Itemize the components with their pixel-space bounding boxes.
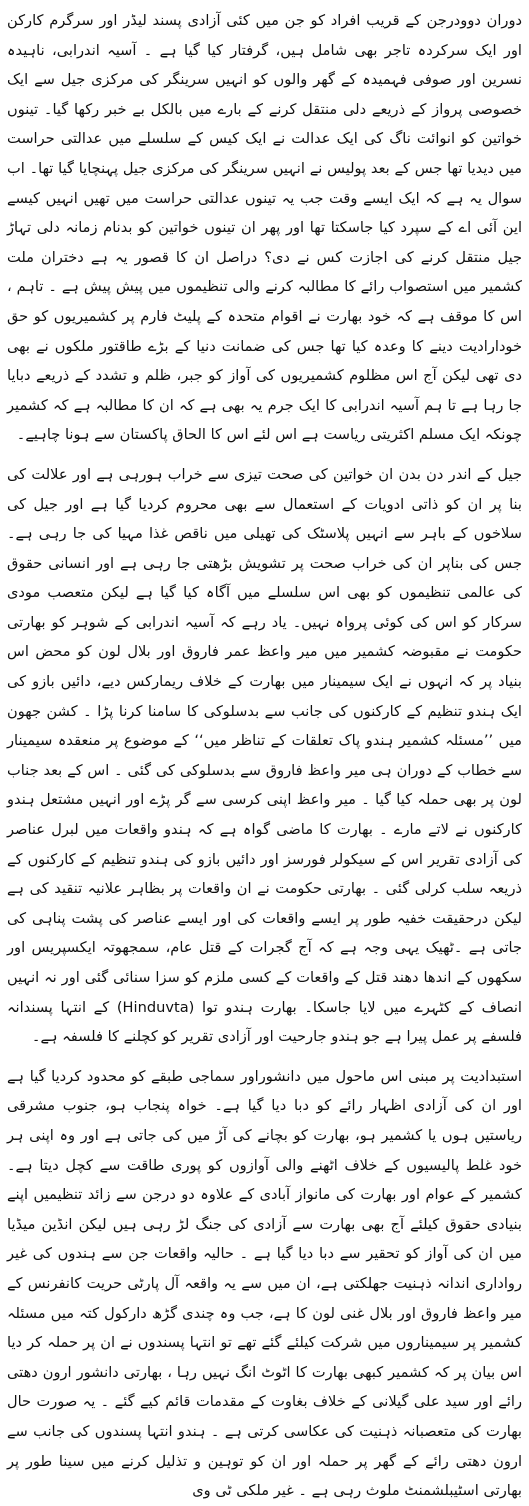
article-paragraph-3: استبدادیت پر مبنی اس ماحول میں دانشوراور سماجی طبقے کو محدود کردیا گیا ہے اور ان کی آزادی اظہار رائے کو دبا دیا گیا ہے۔ خواہ پنجاب ہو، جنوب مشرقی ریاستیں ہوں یا کشمیر ہو، بھارت کو بچانے کی آڑ میں کی جاتی ہے اور وہ اپنی ہر خود غلط پالیسیوں کے خلاف اٹھنے والی آوازوں کو پوری طاقت سے کچل دیتا ہے۔ کشمیر کے عوام اور بھارت کی مانواز آبادی کے علاوہ دو درجن سے زائد تنظیمیں اپنے بنیادی حقوق کیلئے آج بھی بھارت سے آزادی کی جنگ لڑ رہی ہیں لیکن انڈین میڈیا میں ان کی آواز کو تحقیر سے دبا دیا گیا ہے ۔ حالیہ واقعات جن سے ہندوں کی غیر رواداری اندانہ ذہنیت جھلکتی ہے، ان میں سے یہ واقعہ آل پارٹی حریت کانفرنس کے میر واعظ فاروق اور بلال غنی لون کا ہے، جب وہ چندی گڑھ دارکول کتہ میں مسئلہ کشمیر پر سیمیناروں میں شرکت کیلئے گئے تھے تو انتہا پسندوں نے ان پر حملہ کر دیا اس بیان پر کہ کشمیر کبھی بھارت کا اٹوٹ انگ نہیں رہا ، بھارتی دانشور ارون دھتی رائے اور سید علی گیلانی کے خلاف بغاوت کے مقدمات قائم کیے گئے ۔ یہ صورت حال بھارت کی متعصبانہ ذہنیت کی عکاسی کرتی ہے ۔ ہندو انتہا پسندوں کی جانب سے ارون دھتی رائے کے گھر پر حملہ اور ان کو توہین و تذلیل کرنے میں سینا طور پر بھارتی اسٹیبلشمنٹ ملوث رہی ہے ۔ غیر ملکی ٹی وی bbox=[7, 1067, 522, 1500]
article-paragraph-2: جیل کے اندر دن بدن ان خواتین کی صحت تیزی سے خراب ہورہی ہے اور علالت کی بنا پر ان کو ذاتی ادویات کے استعمال سے بھی محروم کردیا گیا ہے اور جیل کی سلاخوں کے باہر سے انہیں پلاسٹک کی تھیلی میں ناقص غذا مہیا کی جا رہی ہے۔ جس کی بناپر ان کی خراب صحت پر تشویش بڑھتی جا رہی ہے اور انسانی حقوق کی عالمی تنظیموں کو بھی اس سلسلے میں آگاہ کیا گیا ہے لیکن متعصب مودی سرکار کو اس کی کوئی پرواہ نہیں۔ یاد رہے کہ آسیہ اندرابی کے شوہر کو بھارتی حکومت نے مقبوضہ کشمیر میں میر واعظ عمر فاروق اور بلال لون کو محض اس بنیاد پر کہ انہوں نے ایک سیمینار میں بھارت کے خلاف ریمارکس دیے، دائیں بازو کی ایک ہندو تنظیم کے کارکنوں کی جانب سے بدسلوکی کا سامنا کرنا پڑا ۔ کشن جھون میں ’’مسئلہ کشمیر ہندو پاک تعلقات کے تناظر میں‘‘ کے موضوع پر منعقدہ سیمینار سے خطاب کے دوران ہی میر واعظ فاروق سے بدسلوکی کی گئی ۔ اس کے بعد جناب لون پر بھی حملہ کیا گیا ۔ میر واعظ اپنی کرسی سے گر پڑے اور انہیں مشتعل ہندو کارکنوں نے لاتے مارے ۔ بھارت کا ماضی گواہ ہے کہ ہندو واقعات میں لبرل عناصر کی آزادی تقریر اس کے سیکولر فورسز اور دائیں بازو کی ہندو تنظیم کے کارکنوں کے ذریعہ سلب کرلی گئی ۔ بھارتی حکومت نے ان واقعات پر بظاہر علانیہ تنقید کی ہے لیکن درحقیقت خفیہ طور پر ایسے واقعات کی اور ایسے عناصر کی پشت پناہی کی جاتی ہے ۔ٹھیک یہی وجہ ہے کہ آج گجرات کے قتل عام، سمجھوتہ ایکسپریس اور سکھوں کے اندھا دھند قتل کے واقعات کے کسی ملزم کو سزا سنائی گئی اور نہ انہیں انصاف کے کٹہرے میں لایا جاسکا۔ بھارت ہندو توا (Hinduvta) کے انتہا پسندانہ فلسفے پر عمل پیرا ہے جو ہندو جارحیت اور آزادی تقریر کو کچلنے کا فلسفہ ہے۔ bbox=[7, 465, 522, 1046]
article-paragraph-1: دوران دوودرجن کے قریب افراد کو جن میں کئی آزادی پسند لیڈر اور سرگرم کارکن اور ایک سرکردہ تاجر بھی شامل ہیں، گرفتار کیا گیا ہے ۔ آسیہ اندرابی، ناہیدہ نسرین اور صوفی فہمیدہ کے گھر والوں کو انہیں سرینگر کی مرکزی جیل سے ایک خصوصی پرواز کے ذریعے دلی منتقل کرنے کے بارے میں بالکل بے خبر رکھا گیا۔ تینوں خواتین کو انوائت ناگ کی ایک عدالت نے ایک کیس کے سلسلے میں عدالتی حراست میں دیدیا تھا جس کے بعد پولیس نے انہیں سرینگر کی مرکزی جیل پہنچایا گیا تھا۔ اب سوال یہ ہے کہ ایک ایسے وقت جب یہ تینوں عدالتی حراست میں تھیں انہیں کیسے این آئی اے کے سپرد کیا جاسکتا تھا اور پھر ان تینوں خواتین کو بدنام زمانہ دلی تہاڑ جیل منتقل کرنے کی اجازت کس نے دی؟ دراصل ان کا قصور یہ ہے دختران ملت کشمیر میں استصواب رائے کا مطالبہ کرنے والی تنظیموں میں پیش پیش ہے ۔ تاہم ، اس کا موقف ہے کہ خود بھارت نے اقوام متحدہ کے پلیٹ فارم پر کشمیریوں کو حق خودارادیت دینے کا وعدہ کیا تھا جس کی ضمانت دنیا کے بڑے طاقتور ملکوں نے بھی دی تھی لیکن آج اس مظلوم کشمیریوں کی آواز کو جبر، ظلم و تشدد کے ذریعے دبایا جا رہا ہے تا ہم آسیہ اندرابی کا ایک جرم یہ بھی ہے کہ ان کا مطالبہ ہے کہ کشمیر چونکہ ایک مسلم اکثریتی ریاست ہے اس لئے اس کا الحاق پاکستان سے ہونا چاہیے۔ bbox=[7, 12, 522, 444]
